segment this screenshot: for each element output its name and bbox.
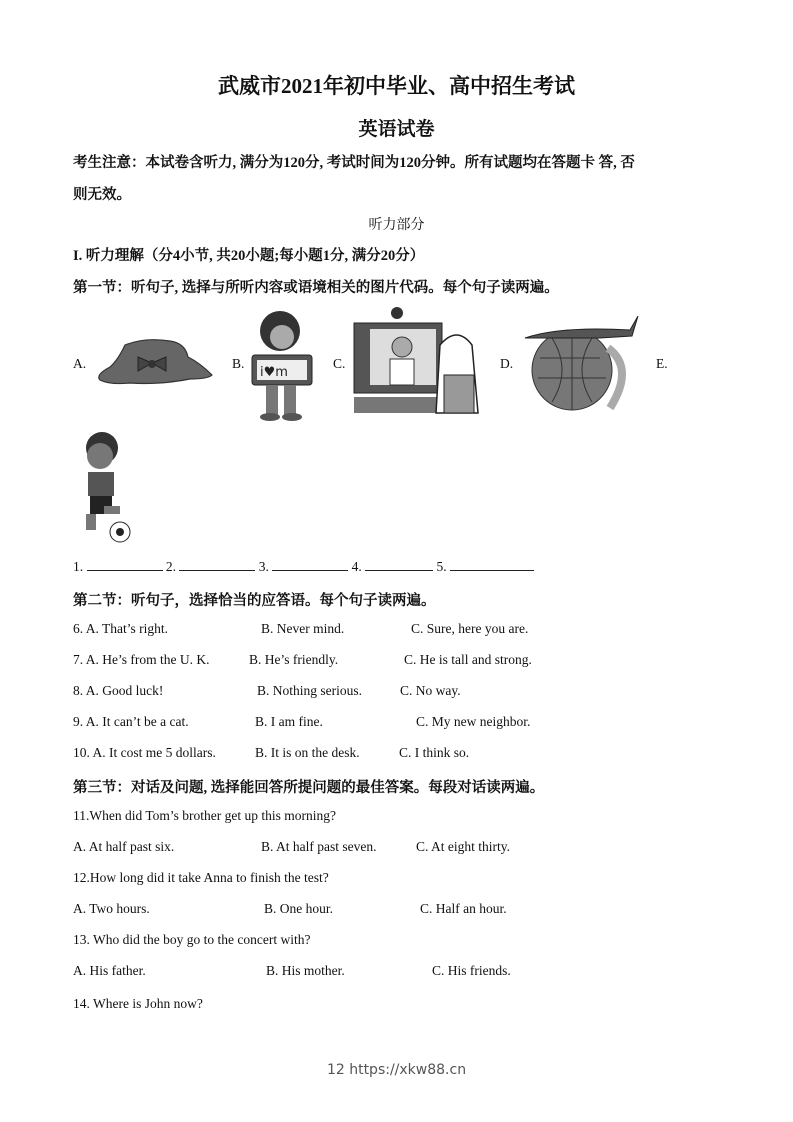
part-title: 听力部分 bbox=[368, 218, 425, 233]
option-c: C. No way. bbox=[400, 683, 461, 698]
picture-label-c: C. bbox=[333, 356, 346, 371]
question-12-option-b: B. One hour. bbox=[264, 901, 333, 916]
option-b: B. It is on the desk. bbox=[255, 745, 360, 760]
answer-blank-3[interactable] bbox=[272, 558, 348, 571]
blank-label-3: 3. bbox=[258, 559, 269, 574]
question-11-text: 11.When did Tom’s brother get up this morning? bbox=[73, 808, 337, 823]
boy-playing-soccer-picture-icon bbox=[72, 428, 134, 548]
picture-label-d: D. bbox=[500, 356, 514, 371]
blank-label-5: 5. bbox=[436, 559, 447, 574]
svg-text:i♥m: i♥m bbox=[260, 365, 288, 380]
section-heading: I. 听力理解（分4小节, 共20小题;每小题1分, 满分20分） bbox=[73, 248, 425, 264]
exam-title: 武威市2021年初中毕业、高中招生考试 bbox=[218, 74, 575, 98]
girl-with-sign-picture-icon bbox=[246, 305, 318, 423]
notice-line-2: 则无效。 bbox=[73, 187, 131, 203]
answer-blank-4[interactable] bbox=[365, 558, 433, 571]
option-c: C. He is tall and strong. bbox=[404, 652, 532, 667]
question-12-option-c: C. Half an hour. bbox=[420, 901, 507, 916]
question-11-option-b: B. At half past seven. bbox=[261, 839, 377, 854]
picture-label-b: B. bbox=[232, 356, 245, 371]
option-a: 10. A. It cost me 5 dollars. bbox=[73, 745, 216, 760]
option-c: C. I think so. bbox=[399, 745, 470, 760]
option-c: C. Sure, here you are. bbox=[411, 621, 529, 636]
section3-heading: 第三节：对话及问题, 选择能回答所提问题的最佳答案。每段对话读两遍。 bbox=[73, 780, 545, 796]
option-b: B. He’s friendly. bbox=[249, 652, 339, 667]
picture-label-a: A. bbox=[73, 356, 87, 371]
answer-blanks-row bbox=[73, 558, 534, 575]
option-b: B. Nothing serious. bbox=[257, 683, 363, 698]
airplane-globe-picture-icon bbox=[520, 308, 642, 413]
option-b: B. I am fine. bbox=[255, 714, 323, 729]
section1-heading: 第一节：听句子, 选择与所听内容或语境相关的图片代码。每个句子读两遍。 bbox=[73, 280, 559, 296]
option-c: C. My new neighbor. bbox=[416, 714, 531, 729]
answer-blank-2[interactable] bbox=[179, 558, 255, 571]
option-b: B. Never mind. bbox=[261, 621, 345, 636]
blank-label-1: 1. bbox=[73, 559, 84, 574]
question-13-option-b: B. His mother. bbox=[266, 963, 345, 978]
option-a: 8. A. Good luck! bbox=[73, 683, 164, 698]
question-13-option-c: C. His friends. bbox=[432, 963, 511, 978]
exam-subtitle: 英语试卷 bbox=[358, 119, 435, 140]
option-a: 7. A. He’s from the U. K. bbox=[73, 652, 210, 667]
question-14-text: 14. Where is John now? bbox=[73, 996, 203, 1011]
page-footer: 12 https://xkw88.cn bbox=[326, 1062, 467, 1078]
option-a: 6. A. That’s right. bbox=[73, 621, 169, 636]
question-11-option-a: A. At half past six. bbox=[73, 839, 175, 854]
answer-blank-1[interactable] bbox=[87, 558, 163, 571]
question-13-text: 13. Who did the boy go to the concert with? bbox=[73, 932, 311, 947]
answer-blank-5[interactable] bbox=[450, 558, 534, 571]
blank-label-4: 4. bbox=[351, 559, 362, 574]
question-12-option-a: A. Two hours. bbox=[73, 901, 150, 916]
hat-picture-icon bbox=[90, 335, 218, 390]
section2-heading: 第二节：听句子，选择恰当的应答语。每个句子读两遍。 bbox=[73, 593, 436, 609]
blank-label-2: 2. bbox=[165, 559, 176, 574]
question-12-text: 12.How long did it take Anna to finish the test? bbox=[73, 870, 329, 885]
question-11-option-c: C. At eight thirty. bbox=[416, 839, 510, 854]
picture-label-e: E. bbox=[656, 356, 668, 371]
question-13-option-a: A. His father. bbox=[73, 963, 146, 978]
notice-line-1: 考生注意：本试卷含听力, 满分为120分, 考试时间为120分钟。所有试题均在答题卡 答, 否 bbox=[73, 155, 635, 171]
option-a: 9. A. It can’t be a cat. bbox=[73, 714, 189, 729]
video-call-picture-icon bbox=[352, 305, 482, 415]
